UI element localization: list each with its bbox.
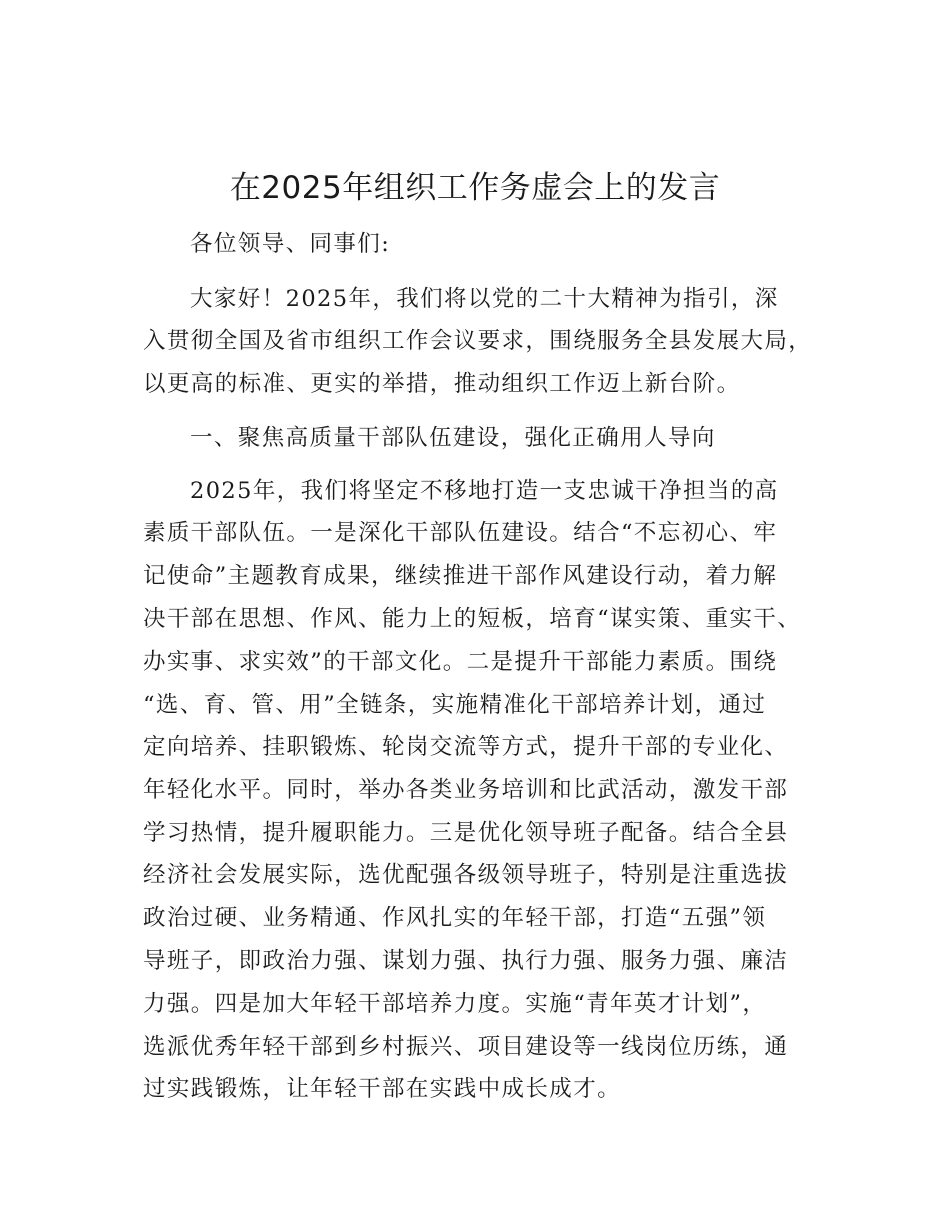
body-line: 2025年，我们将坚定不移地打造一支忠诚干净担当的高 <box>190 478 779 504</box>
section-heading: 一、聚焦高质量干部队伍建设，强化正确用人导向 <box>190 425 716 451</box>
body-line: 决干部在思想、作风、能力上的短板，培育“谋实策、重实干、 <box>143 606 802 632</box>
body-line: 经济社会发展实际，选优配强各级领导班子，特别是注重选拔 <box>143 862 789 888</box>
body-line: 政治过硬、业务精通、作风扎实的年轻干部，打造“五强”领 <box>143 905 767 931</box>
body-line: 定向培养、挂职锻炼、轮岗交流等方式，提升干部的专业化、 <box>143 734 789 760</box>
body-line: 素质干部队伍。一是深化干部队伍建设。结合“不忘初心、牢 <box>143 520 778 546</box>
body-line: 导班子，即政治力强、谋划力强、执行力强、服务力强、廉洁 <box>143 948 789 974</box>
body-line: 过实践锻炼，让年轻干部在实践中成长成才。 <box>143 1076 622 1102</box>
salutation: 各位领导、同事们: <box>190 231 391 257</box>
intro-line: 大家好！2025年，我们将以党的二十大精神为指引，深 <box>190 286 779 312</box>
intro-line: 入贯彻全国及省市组织工作会议要求，围绕服务全县发展大局， <box>143 328 813 354</box>
body-line: 选派优秀年轻干部到乡村振兴、项目建设等一线岗位历练，通 <box>143 1034 789 1060</box>
body-line: 学习热情，提升履职能力。三是优化领导班子配备。结合全县 <box>143 820 789 846</box>
body-line: 办实事、求实效”的干部文化。二是提升干部能力素质。围绕 <box>143 649 778 675</box>
body-line: 记使命”主题教育成果，继续推进干部作风建设行动，着力解 <box>143 563 778 589</box>
body-line: “选、育、管、用”全链条，实施精准化干部培养计划，通过 <box>143 692 767 718</box>
document-title: 在2025年组织工作务虚会上的发言 <box>229 170 721 206</box>
intro-line: 以更高的标准、更实的举措，推动组织工作迈上新台阶。 <box>143 371 741 397</box>
body-line: 力强。四是加大年轻干部培养力度。实施“青年英才计划”， <box>143 991 767 1017</box>
body-line: 年轻化水平。同时，举办各类业务培训和比武活动，激发干部 <box>143 777 789 803</box>
